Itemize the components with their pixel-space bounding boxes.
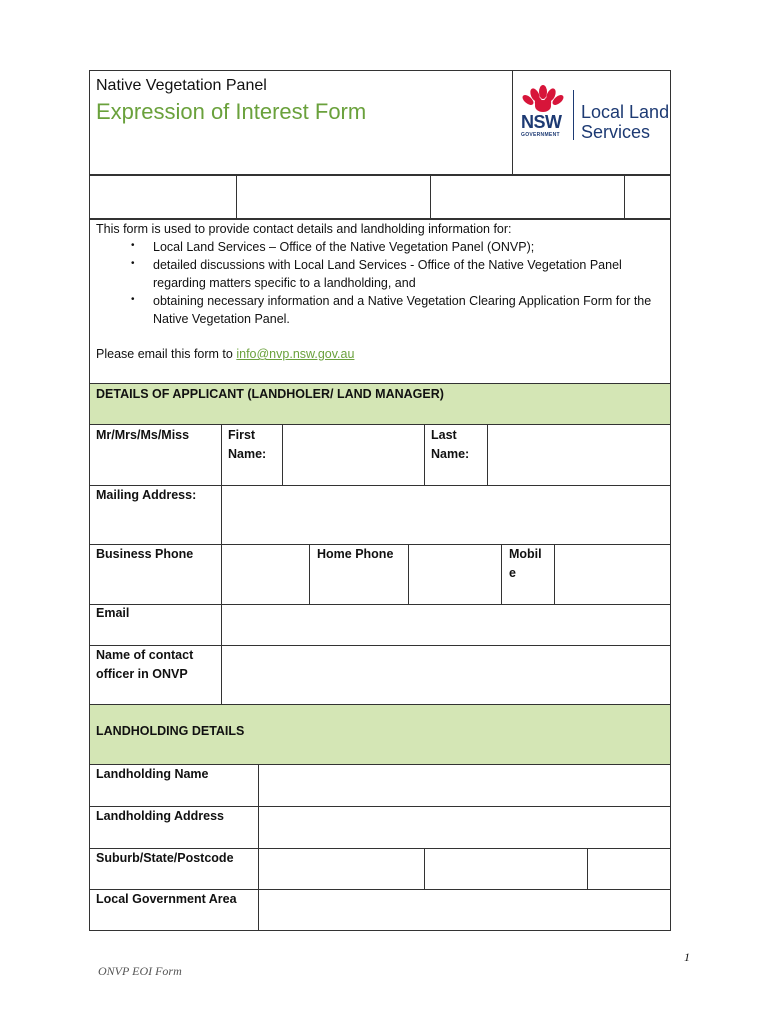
waratah-icon bbox=[519, 84, 567, 114]
state-field[interactable] bbox=[425, 849, 587, 888]
landholding-address-label: Landholding Address bbox=[96, 809, 225, 823]
mobile-field[interactable] bbox=[555, 545, 670, 603]
lga-field[interactable] bbox=[259, 890, 670, 930]
page-title: Expression of Interest Form bbox=[96, 99, 367, 124]
blank-row-divider bbox=[624, 175, 625, 219]
mobile-label: Mobil e bbox=[509, 547, 542, 580]
mailing-address-label: Mailing Address: bbox=[96, 488, 197, 502]
blank-row-divider bbox=[430, 175, 431, 219]
postcode-field[interactable] bbox=[588, 849, 670, 888]
lga-label: Local Government Area bbox=[96, 892, 237, 906]
landholding-heading: LANDHOLDING DETAILS bbox=[96, 724, 245, 738]
blank-row bbox=[89, 175, 671, 219]
business-phone-label: Business Phone bbox=[96, 547, 194, 561]
contact-officer-label: Name of contact officer in ONVP bbox=[96, 648, 194, 681]
last-name-label: Last Name: bbox=[431, 428, 470, 461]
cell-divider bbox=[424, 425, 425, 485]
landholding-name-field[interactable] bbox=[259, 766, 670, 805]
landholding-address-field[interactable] bbox=[259, 807, 670, 847]
email-prefix: Please email this form to bbox=[96, 347, 237, 361]
intro-bullet: Local Land Services – Office of the Native Vegetation Panel (ONVP); bbox=[153, 240, 535, 254]
cell-divider bbox=[221, 425, 222, 485]
email-label: Email bbox=[96, 606, 130, 620]
footer-doc-name: ONVP EOI Form bbox=[98, 964, 182, 978]
intro-lead: This form is used to provide contact details and landholding information for: bbox=[96, 222, 512, 236]
applicant-heading: DETAILS OF APPLICANT (LANDHOLER/ LAND MANAGER) bbox=[96, 387, 444, 401]
cell-divider bbox=[501, 544, 502, 604]
home-phone-field[interactable] bbox=[409, 545, 501, 603]
title-label: Mr/Mrs/Ms/Miss bbox=[96, 428, 190, 442]
nsw-lls-logo bbox=[519, 84, 671, 144]
intro-bullet-cont: Native Vegetation Panel. bbox=[153, 312, 290, 326]
logo-divider bbox=[573, 90, 574, 140]
home-phone-label: Home Phone bbox=[317, 547, 394, 561]
first-name-field[interactable] bbox=[283, 426, 424, 484]
contact-officer-field[interactable] bbox=[222, 646, 670, 703]
lls-wordmark-line1: Local Land bbox=[581, 102, 670, 122]
first-name-label: First Name: bbox=[228, 428, 267, 461]
suburb-field[interactable] bbox=[259, 849, 424, 888]
landholding-name-label: Landholding Name bbox=[96, 767, 209, 781]
government-wordmark: GOVERNMENT bbox=[521, 132, 560, 138]
panel-name: Native Vegetation Panel bbox=[96, 77, 267, 94]
bullet-icon: • bbox=[131, 294, 135, 305]
bullet-icon: • bbox=[131, 240, 135, 251]
last-name-field[interactable] bbox=[488, 426, 670, 484]
mailing-address-field[interactable] bbox=[222, 486, 670, 543]
email-link[interactable]: info@nvp.nsw.gov.au bbox=[236, 347, 355, 361]
blank-row-divider bbox=[236, 175, 237, 219]
lls-wordmark-line2: Services bbox=[581, 122, 651, 142]
email-instruction bbox=[96, 345, 354, 363]
header-divider bbox=[512, 70, 513, 175]
nsw-wordmark: NSW bbox=[521, 112, 562, 132]
page-number: 1 bbox=[684, 950, 690, 964]
bullet-icon: • bbox=[131, 258, 135, 269]
intro-bullet: detailed discussions with Local Land Services - Office of the Native Vegetation Panel bbox=[153, 258, 622, 272]
intro-bullet-cont: regarding matters specific to a landholding, and bbox=[153, 276, 416, 290]
suburb-state-postcode-label: Suburb/State/Postcode bbox=[96, 851, 234, 865]
intro-bullet: obtaining necessary information and a Native Vegetation Clearing Application Form for the bbox=[153, 294, 652, 308]
email-field[interactable] bbox=[222, 605, 670, 644]
cell-divider bbox=[309, 544, 310, 604]
business-phone-field[interactable] bbox=[222, 545, 309, 603]
